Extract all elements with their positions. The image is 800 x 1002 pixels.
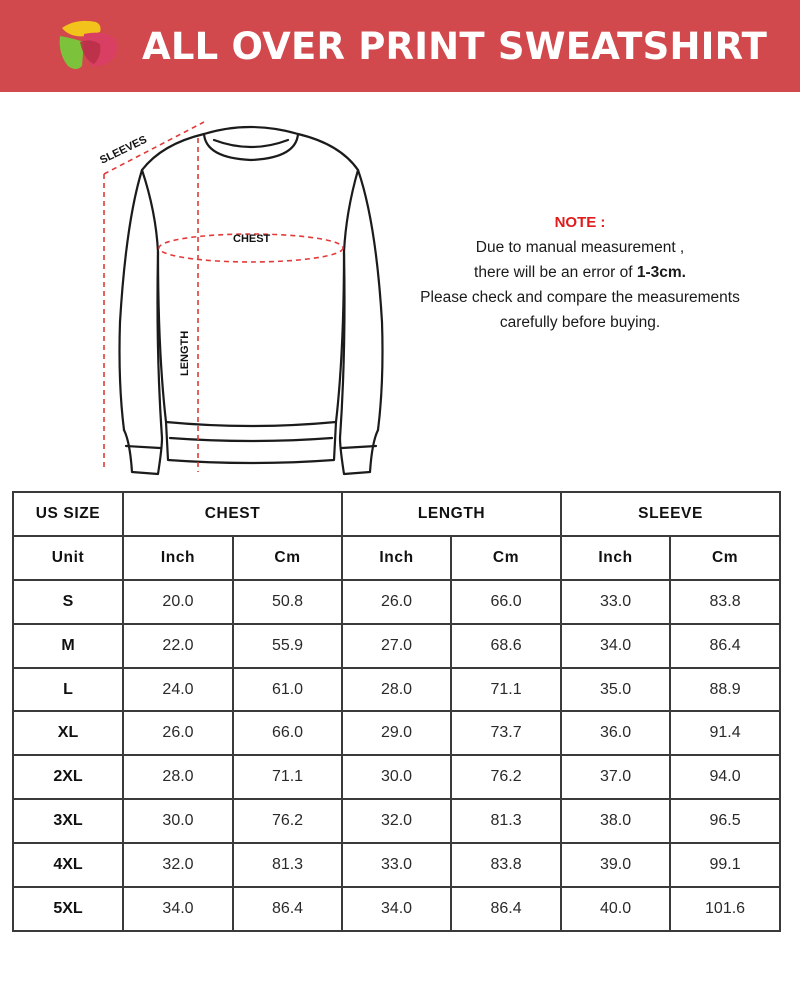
cell-chest-in: 24.0 — [123, 668, 233, 712]
cell-sleeve-cm: 88.9 — [670, 668, 780, 712]
table-row — [13, 580, 780, 624]
cell-length-in: 27.0 — [342, 624, 451, 668]
cell-chest-cm: 61.0 — [233, 668, 342, 712]
cell-chest-in: 34.0 — [123, 887, 233, 931]
cell-size: 4XL — [13, 843, 123, 887]
cell-length-in: 33.0 — [342, 843, 451, 887]
cell-length-in: 32.0 — [342, 799, 451, 843]
cell-sleeve-cm: 101.6 — [670, 887, 780, 931]
cell-size: M — [13, 624, 123, 668]
cell-chest-cm: 66.0 — [233, 711, 342, 755]
cell-length-cm: 71.1 — [451, 668, 561, 712]
table-subheader-row — [13, 536, 780, 580]
cell-chest-cm: 50.8 — [233, 580, 342, 624]
header-banner — [0, 0, 800, 92]
cell-chest-cm: 55.9 — [233, 624, 342, 668]
note-line-2 — [395, 260, 765, 285]
cell-length-cm: 68.6 — [451, 624, 561, 668]
cell-sleeve-in: 37.0 — [561, 755, 670, 799]
subheader-sleeve-cm: Cm — [670, 536, 780, 580]
cell-sleeve-cm: 91.4 — [670, 711, 780, 755]
chest-label: CHEST — [233, 233, 271, 245]
cell-length-in: 26.0 — [342, 580, 451, 624]
cell-sleeve-cm: 99.1 — [670, 843, 780, 887]
brand-logo-icon — [56, 16, 122, 74]
cell-chest-in: 30.0 — [123, 799, 233, 843]
note-line-1: Due to manual measurement , — [475, 239, 685, 256]
cell-chest-in: 28.0 — [123, 755, 233, 799]
cell-sleeve-in: 39.0 — [561, 843, 670, 887]
cell-length-cm: 66.0 — [451, 580, 561, 624]
subheader-length-cm: Cm — [451, 536, 561, 580]
cell-chest-in: 26.0 — [123, 711, 233, 755]
cell-length-cm: 76.2 — [451, 755, 561, 799]
subheader-chest-inch: Inch — [123, 536, 233, 580]
cell-length-in: 29.0 — [342, 711, 451, 755]
subheader-chest-cm: Cm — [233, 536, 342, 580]
table-row — [13, 887, 780, 931]
size-chart-table — [12, 491, 781, 932]
cell-length-in: 30.0 — [342, 755, 451, 799]
table-row — [13, 843, 780, 887]
cell-chest-in: 20.0 — [123, 580, 233, 624]
cell-size: 2XL — [13, 755, 123, 799]
table-row — [13, 755, 780, 799]
cell-sleeve-cm: 96.5 — [670, 799, 780, 843]
subheader-unit: Unit — [13, 536, 123, 580]
header-chest: CHEST — [123, 492, 342, 536]
sleeves-label: SLEEVES — [98, 133, 149, 167]
cell-size: 5XL — [13, 887, 123, 931]
note-error-margin: 1-3cm. — [636, 264, 686, 281]
header-length: LENGTH — [342, 492, 561, 536]
subheader-sleeve-inch: Inch — [561, 536, 670, 580]
cell-chest-cm: 71.1 — [233, 755, 342, 799]
sweatshirt-diagram — [96, 112, 406, 484]
note-line-2-text: there will be an error of — [474, 264, 637, 281]
page-title: ALL OVER PRINT SWEATSHIRT — [142, 25, 768, 68]
table-row — [13, 711, 780, 755]
cell-sleeve-in: 36.0 — [561, 711, 670, 755]
cell-size: XL — [13, 711, 123, 755]
cell-size: 3XL — [13, 799, 123, 843]
cell-length-in: 28.0 — [342, 668, 451, 712]
header-us-size: US SIZE — [13, 492, 123, 536]
cell-chest-in: 22.0 — [123, 624, 233, 668]
cell-chest-cm: 76.2 — [233, 799, 342, 843]
cell-length-cm: 73.7 — [451, 711, 561, 755]
note-line-3: Please check and compare the measurements — [420, 289, 740, 306]
cell-chest-cm: 86.4 — [233, 887, 342, 931]
note-line-4: carefully before buying. — [499, 314, 661, 331]
cell-sleeve-cm: 86.4 — [670, 624, 780, 668]
table-row — [13, 624, 780, 668]
cell-chest-cm: 81.3 — [233, 843, 342, 887]
cell-sleeve-in: 34.0 — [561, 624, 670, 668]
cell-length-cm: 83.8 — [451, 843, 561, 887]
cell-sleeve-in: 33.0 — [561, 580, 670, 624]
note-title: NOTE : — [554, 214, 606, 231]
table-row — [13, 668, 780, 712]
table-row — [13, 799, 780, 843]
cell-sleeve-cm: 83.8 — [670, 580, 780, 624]
cell-size: L — [13, 668, 123, 712]
measurement-note — [395, 210, 765, 335]
cell-sleeve-cm: 94.0 — [670, 755, 780, 799]
length-label: LENGTH — [179, 330, 191, 376]
cell-sleeve-in: 38.0 — [561, 799, 670, 843]
cell-length-cm: 86.4 — [451, 887, 561, 931]
header-sleeve: SLEEVE — [561, 492, 780, 536]
cell-sleeve-in: 35.0 — [561, 668, 670, 712]
cell-length-in: 34.0 — [342, 887, 451, 931]
cell-size: S — [13, 580, 123, 624]
cell-chest-in: 32.0 — [123, 843, 233, 887]
subheader-length-inch: Inch — [342, 536, 451, 580]
cell-length-cm: 81.3 — [451, 799, 561, 843]
cell-sleeve-in: 40.0 — [561, 887, 670, 931]
table-header-row — [13, 492, 780, 536]
